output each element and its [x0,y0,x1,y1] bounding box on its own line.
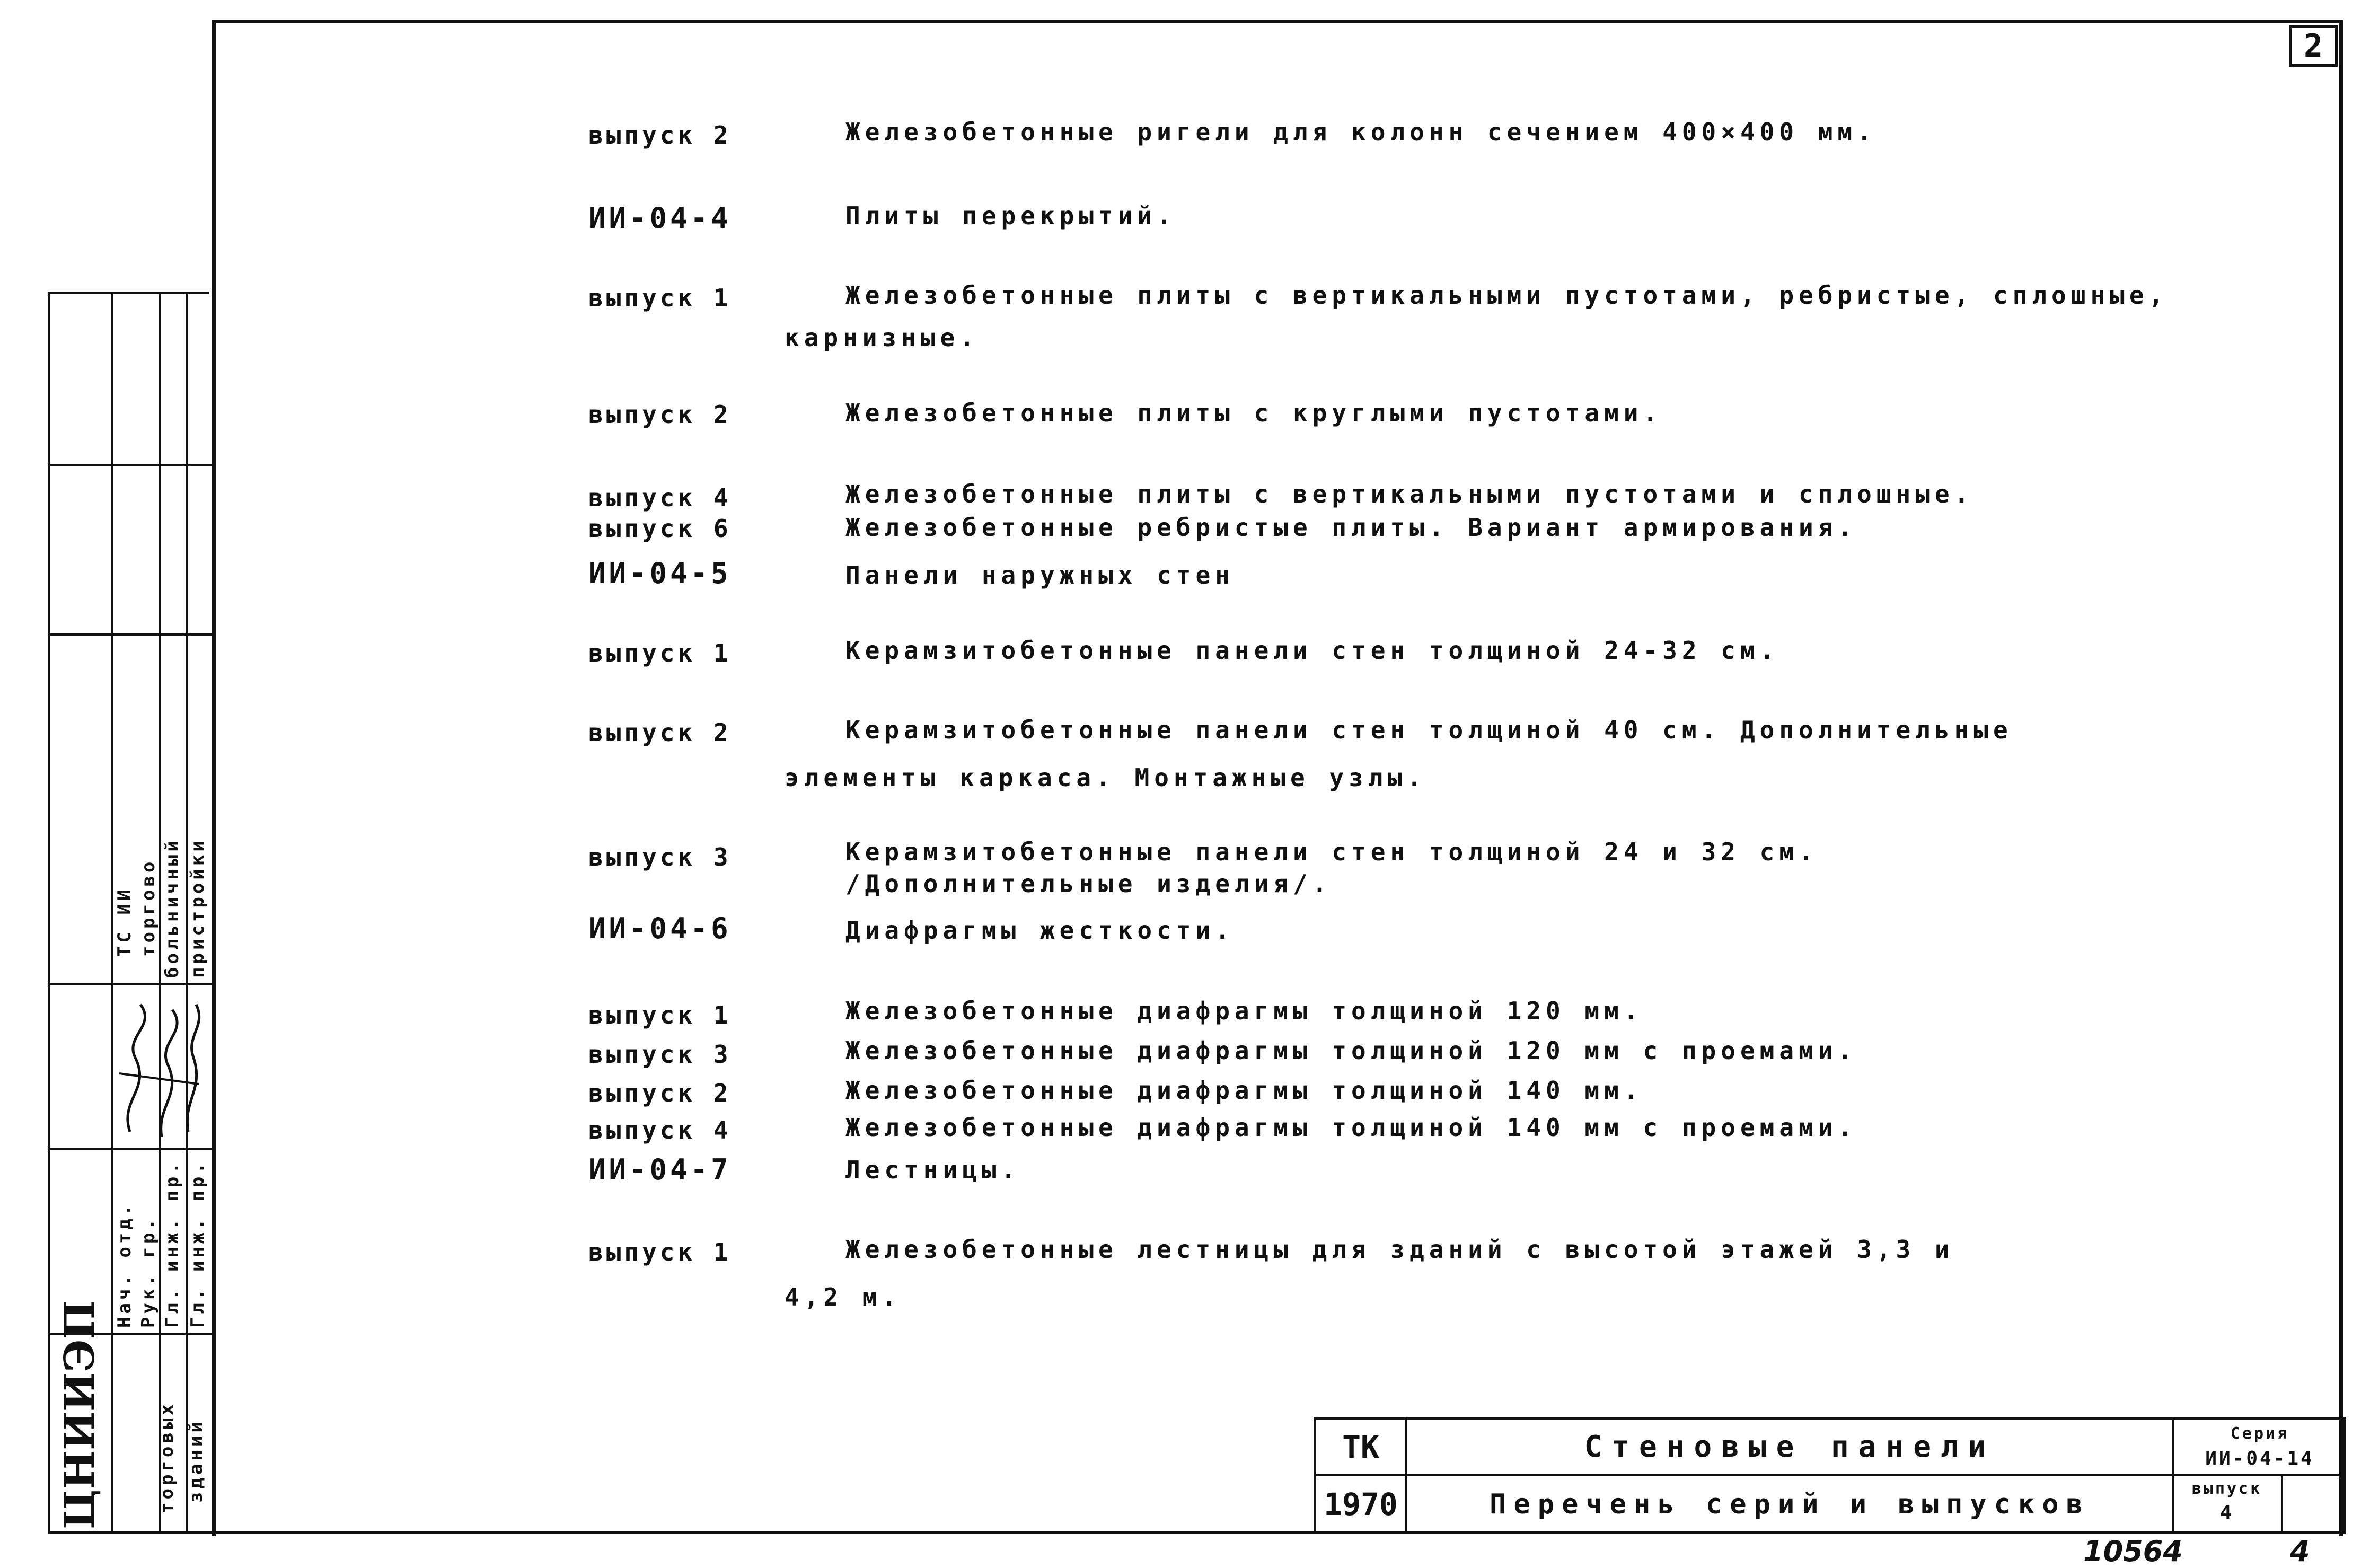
entry-code: выпуск 2 [588,718,732,747]
entry-code: выпуск 1 [588,1001,732,1029]
entry-desc: Керамзитобетонные панели стен толщиной 40 см. Дополнительные [845,716,2013,744]
signatures [109,994,209,1148]
entry-code: ИИ-04-6 [588,912,732,945]
page-number: 2 [2303,28,2323,65]
entry-code: ИИ-04-5 [588,557,732,590]
page-number-box [2289,25,2338,67]
org-logo: ЦНИИЭП [56,1300,104,1529]
entry-code: выпуск 2 [588,121,732,149]
stamp-role: Рук. гр. [138,1215,159,1328]
entry-desc: Железобетонные плиты с вертикальными пустотами и сплошные. [845,480,1974,508]
drawing-subtitle: Перечень серий и выпусков [1490,1488,2090,1520]
entry-desc: Керамзитобетонные панели стен толщиной 24 и 32 см. [845,838,1818,866]
entry-desc: Железобетонные диафрагмы толщиной 120 мм. [845,997,1643,1025]
entry-code: ИИ-04-4 [588,201,732,235]
entry-code: выпуск 3 [588,1040,732,1069]
series-value: ИИ-04-14 [2205,1447,2314,1469]
entry-desc: Лестницы. [845,1156,1021,1184]
org-line: торговых [156,1401,178,1513]
entry-desc: Железобетонные плиты с вертикальными пустотами, ребристые, сплошные, [845,281,2169,310]
org-line: зданий [186,1419,207,1503]
stamp-role: Нач. отд. [114,1201,135,1328]
project-line: ТС ИИ [114,886,135,957]
stamp-role: Гл. инж. пр. [162,1159,183,1328]
entry-code: ИИ-04-7 [588,1153,732,1186]
entry-code: выпуск 4 [588,483,732,512]
entry-desc: Железобетонные диафрагмы толщиной 140 мм. [845,1076,1643,1105]
series-label: Серия [2230,1424,2289,1443]
issue-value: 4 [2220,1501,2234,1523]
entry-desc: Железобетонные ребристые плиты. Вариант армирования. [845,513,1857,542]
stamp-role: Гл. инж. пр. [187,1159,208,1328]
drawing-title: Стеновые панели [1584,1430,1996,1464]
project-line: торгово [138,858,159,957]
side-stamp [48,292,209,1532]
entry-desc: Железобетонные диафрагмы толщиной 140 мм с проемами. [845,1113,1857,1142]
entry-desc: Железобетонные диафрагмы толщиной 120 мм с проемами. [845,1036,1857,1065]
entry-code: выпуск 1 [588,284,732,312]
project-line: пристройки [187,838,208,978]
entry-code: выпуск 4 [588,1116,732,1144]
entry-desc-continued: карнизные. [785,323,979,352]
inventory-number: 10564 [2083,1535,2183,1568]
sheet-corner-number: 4 [2290,1535,2310,1568]
entry-desc: Панели наружных стен [845,561,1235,589]
title-block [1314,1417,2346,1534]
entry-desc: Железобетонные плиты с круглыми пустотами. [845,399,1663,427]
entry-code: выпуск 6 [588,514,732,543]
tk-label: ТК [1342,1429,1379,1465]
entry-desc: Плиты перекрытий. [845,201,1176,230]
year: 1970 [1324,1486,1398,1522]
entry-desc-continued: /Дополнительные изделия/. [845,869,1332,898]
entry-desc: Диафрагмы жесткости. [845,916,1235,945]
entry-code: выпуск 2 [588,400,732,429]
entry-code: выпуск 2 [588,1079,732,1107]
entry-desc: Железобетонные лестницы для зданий с высотой этажей 3,3 и [845,1235,1954,1264]
entry-code: выпуск 1 [588,639,732,667]
entry-code: выпуск 1 [588,1238,732,1266]
issue-label: выпуск [2191,1479,2262,1498]
entry-desc-continued: 4,2 м. [785,1283,902,1311]
entry-desc: Керамзитобетонные панели стен толщиной 24-32 см. [845,636,1779,665]
entry-desc-continued: элементы каркаса. Монтажные узлы. [785,763,1426,792]
entry-code: выпуск 3 [588,843,732,871]
entry-desc: Железобетонные ригели для колонн сечением 400×400 мм. [845,118,1876,146]
project-line: больничный [162,838,183,978]
